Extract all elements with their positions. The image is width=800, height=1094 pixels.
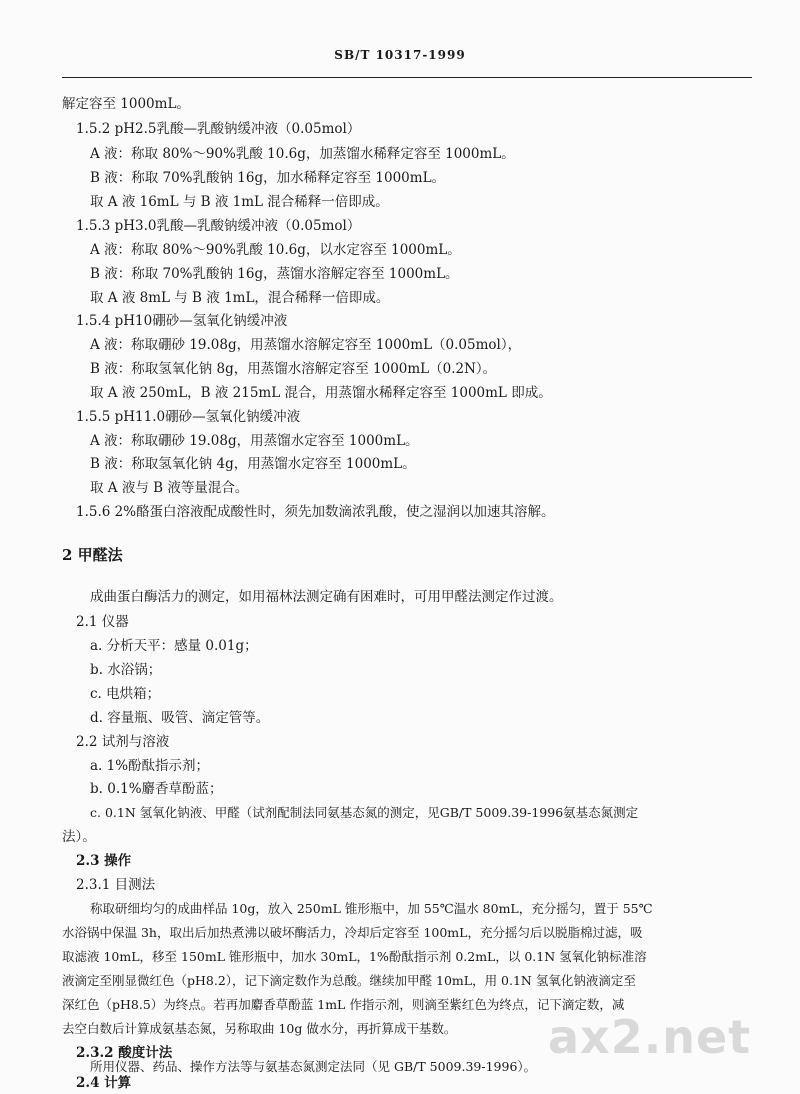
text-line: 法）。	[62, 829, 96, 845]
text-line: 成曲蛋白酶活力的测定，如用福林法测定确有困难时，可用甲醛法测定作过渡。	[90, 589, 563, 605]
text-line: 取 A 液 8mL 与 B 液 1mL，混合稀释一倍即成。	[90, 290, 390, 306]
section-heading: 1.5.4 pH10硼砂—氢氧化钠缓冲液	[76, 313, 288, 329]
text-line: 取 A 液 16mL 与 B 液 1mL 混合稀释一倍即成。	[90, 194, 389, 210]
text-line: A 液：称取硼砂 19.08g，用蒸馏水定容至 1000mL。	[90, 433, 419, 449]
section-heading: 1.5.2 pH2.5乳酸—乳酸钠缓冲液（0.05mol）	[76, 121, 361, 137]
text-line: 取 A 液与 B 液等量混合。	[90, 480, 249, 496]
paragraph-line: 去空白数后计算成氨基态氮，另称取曲 10g 做水分，再折算成干基数。	[62, 1021, 457, 1036]
text-line: B 液：称取氢氧化钠 8g，用蒸馏水溶解定容至 1000mL（0.2N）。	[90, 361, 497, 377]
section-heading: 1.5.5 pH11.0硼砂—氢氧化钠缓冲液	[76, 409, 301, 425]
paragraph-line: 称取研细均匀的成曲样品 10g，放入 250mL 锥形瓶中，加 55℃温水 80mL，充分摇匀，置于 55℃	[90, 901, 653, 916]
section-heading: 2.2 试剂与溶液	[76, 734, 170, 750]
paragraph-line: 所用仪器、药品、操作方法等与氨基态氮测定法同（见 GB/T 5009.39-1996）。	[90, 1059, 537, 1074]
section-heading: 2.4 计算	[76, 1075, 132, 1091]
section-heading: 2.1 仪器	[76, 614, 129, 630]
list-item: d. 容量瓶、吸管、滴定管等。	[90, 710, 270, 726]
paragraph-line: 取滤液 10mL，移至 150mL 锥形瓶中，加水 30mL，1%酚酞指示剂 0.2mL，以 0.1N 氢氧化钠标准溶	[62, 949, 647, 964]
text-line: 取 A 液 250mL，B 液 215mL 混合，用蒸馏水稀释定容至 1000mL 即成。	[90, 385, 552, 401]
list-item: a. 分析天平：感量 0.01g；	[90, 638, 258, 654]
list-item: b. 水浴锅；	[90, 662, 162, 678]
section-heading: 2.3.2 酸度计法	[76, 1045, 173, 1061]
section-heading: 1.5.6 2%酪蛋白溶液配成酸性时，须先加数滴浓乳酸，使之湿润以加速其溶解。	[76, 504, 555, 520]
section-heading: 2.3 操作	[76, 853, 132, 869]
chapter-heading: 2 甲醛法	[62, 546, 123, 564]
standard-number-header: SB/T 10317-1999	[334, 48, 466, 62]
list-item: c. 电烘箱；	[90, 686, 161, 702]
paragraph-line: 水浴锅中保温 3h，取出后加热煮沸以破坏酶活力，冷却后定容至 100mL，充分摇匀后以脱脂棉过滤，吸	[62, 925, 643, 940]
watermark: ax2.net	[548, 1010, 752, 1064]
list-item: c. 0.1N 氢氧化钠液、甲醛（试剂配制法同氨基态氮的测定，见GB/T 5009.39-1996氨基态氮测定	[90, 805, 639, 820]
paragraph-line: 深红色（pH8.5）为终点。若再加麝香草酚蓝 1mL 作指示剂，则滴至紫红色为终点，记下滴定数，减	[62, 997, 625, 1012]
paragraph-line: 液滴定至刚显微红色（pH8.2），记下滴定数作为总酸。继续加甲醛 10mL，用 0.1N 氢氧化钠液滴定至	[62, 973, 636, 988]
list-item: a. 1%酚酞指示剂；	[90, 758, 210, 774]
text-line: 解定容至 1000mL。	[62, 96, 190, 112]
text-line: B 液：称取 70%乳酸钠 16g，加水稀释定容至 1000mL。	[90, 170, 446, 186]
text-line: A 液：称取 80%～90%乳酸 10.6g，加蒸馏水稀释定容至 1000mL。	[90, 146, 515, 162]
text-line: A 液：称取 80%～90%乳酸 10.6g，以水定容至 1000mL。	[90, 242, 461, 258]
list-item: b. 0.1%麝香草酚蓝；	[90, 781, 223, 797]
text-line: A 液：称取硼砂 19.08g，用蒸馏水溶解定容至 1000mL（0.05mol），	[90, 337, 522, 353]
header-rule	[62, 77, 752, 78]
text-line: B 液：称取氢氧化钠 4g，用蒸馏水定容至 1000mL。	[90, 456, 416, 472]
text-line: B 液：称取 70%乳酸钠 16g，蒸馏水溶解定容至 1000mL。	[90, 266, 459, 282]
section-heading: 2.3.1 目测法	[76, 877, 156, 893]
section-heading: 1.5.3 pH3.0乳酸—乳酸钠缓冲液（0.05mol）	[76, 218, 361, 234]
